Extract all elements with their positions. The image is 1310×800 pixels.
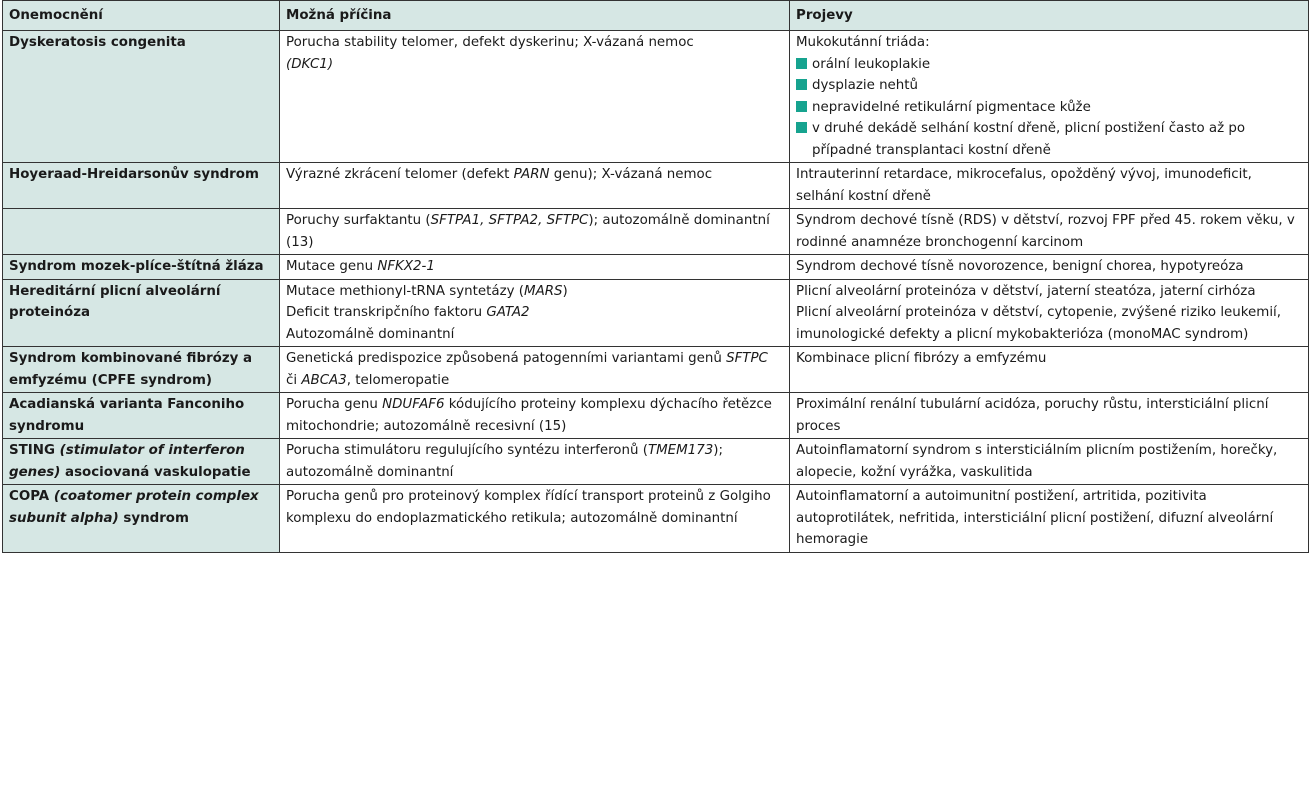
bullet-text: nepravidelné retikulární pigmentace kůže xyxy=(812,99,1091,115)
text-segment: syndrom xyxy=(118,510,189,526)
cause-cell xyxy=(280,279,790,347)
cause-cell xyxy=(280,347,790,393)
cause-line xyxy=(286,348,783,391)
cause-cell xyxy=(280,255,790,280)
text-segment: ABCA3 xyxy=(301,372,347,388)
cause-line xyxy=(286,302,783,324)
cause-line xyxy=(286,164,783,186)
text-segment: TMEM173 xyxy=(647,443,714,458)
symptom-bullet xyxy=(796,54,1302,76)
header-disease: Onemocnění xyxy=(3,1,280,31)
cause-line xyxy=(286,32,783,54)
symptom-line: Autoinflamatorní a autoimunitní postižení, artritida, pozitivita autoprotilátek, nefritida, intersticiální plicní postižení, difuzní alveolární hemoragie xyxy=(796,489,1274,547)
bullet-text: orální leukoplakie xyxy=(812,56,931,72)
cause-cell xyxy=(280,485,790,553)
symptom-line: Kombinace plicní fibrózy a emfyzému xyxy=(796,351,1047,366)
text-segment: genu); X-vázaná nemoc xyxy=(549,167,713,182)
text-segment: ); autozomálně dominantní xyxy=(286,443,724,480)
text-segment: , telomeropatie xyxy=(346,372,450,388)
text-segment: Porucha genů pro proteinový komplex řídící transport proteinů z Golgiho komplexu do endoplazmatického retikula; autozomálně dominantní xyxy=(286,489,771,526)
disease-cell: Acadianská varianta Fanconiho syndromu xyxy=(3,393,280,439)
text-segment: Výrazné zkrácení telomer (defekt xyxy=(286,167,514,182)
symptoms-cell xyxy=(790,279,1309,347)
symptom-line: Plicní alveolární proteinóza v dětství, jaterní steatóza, jaterní cirhóza xyxy=(796,283,1256,299)
cause-line xyxy=(286,210,783,253)
symptoms-cell xyxy=(790,393,1309,439)
table-row xyxy=(3,31,1309,163)
symptoms-intro: Mukokutánní triáda: xyxy=(796,35,930,50)
text-segment: ); autozomálně dominantní (13) xyxy=(286,213,770,250)
symptom-line: Syndrom dechové tísně (RDS) v dětství, rozvoj FPF před 45. rokem věku, v rodinné anamnéze bronchogenní karcinom xyxy=(796,213,1295,250)
text-segment: (stimulator of interferon genes) xyxy=(9,443,245,480)
cause-line xyxy=(286,54,783,76)
text-segment: Poruchy surfaktantu ( xyxy=(286,213,431,228)
symptom-line: Proximální renální tubulární acidóza, poruchy růstu, intersticiální plicní proces xyxy=(796,397,1269,434)
symptoms-cell xyxy=(790,255,1309,280)
square-bullet-icon xyxy=(796,101,807,112)
text-segment: MARS xyxy=(524,283,563,299)
text-segment: ) xyxy=(562,283,568,299)
symptoms-cell xyxy=(790,439,1309,485)
table-row xyxy=(3,393,1309,439)
text-segment: PARN xyxy=(513,167,550,182)
symptoms-cell xyxy=(790,347,1309,393)
symptom-line: Syndrom dechové tísně novorozence, benigní chorea, hypotyreóza xyxy=(796,259,1244,274)
cause-line xyxy=(286,256,783,278)
disease-cell xyxy=(3,439,280,485)
cause-cell xyxy=(280,31,790,163)
bullet-text: dysplazie nehtů xyxy=(812,78,919,93)
cause-line xyxy=(286,281,783,303)
cause-line xyxy=(286,440,783,483)
disease-cell: Hoyeraad-Hreidarsonův syndrom xyxy=(3,163,280,209)
disease-cell: Syndrom kombinované fibrózy a emfyzému (CPFE syndrom) xyxy=(3,347,280,393)
text-segment: Autozomálně dominantní xyxy=(286,326,455,342)
text-segment: Porucha stability telomer, defekt dyskerinu; X-vázaná nemoc xyxy=(286,35,694,50)
symptoms-cell xyxy=(790,31,1309,163)
disease-cell: Hereditární plicní alveolární proteinóza xyxy=(3,279,280,347)
square-bullet-icon xyxy=(796,79,807,90)
cause-line xyxy=(286,486,783,529)
cause-cell xyxy=(280,393,790,439)
cause-cell xyxy=(280,439,790,485)
cause-line xyxy=(286,324,783,346)
header-symptoms: Projevy xyxy=(790,1,1309,31)
table-row xyxy=(3,347,1309,393)
text-segment: Deficit transkripčního faktoru xyxy=(286,305,487,320)
text-segment: (DKC1) xyxy=(286,56,334,72)
text-segment: asociovaná vaskulopatie xyxy=(60,464,251,480)
text-segment: NFKX2-1 xyxy=(377,259,435,274)
bullet-text: v druhé dekádě selhání kostní dřeně, plicní postižení často až po případné transplantaci kostní dřeně xyxy=(812,121,1246,158)
text-segment: či xyxy=(286,372,302,388)
symptom-line: Plicní alveolární proteinóza v dětství, cytopenie, zvýšené riziko leukemií, imunologické defekty a plicní mykobakterióza (monoMAC syndrom) xyxy=(796,305,1282,342)
symptoms-cell xyxy=(790,485,1309,553)
symptom-bullet xyxy=(796,75,1302,97)
table-row xyxy=(3,255,1309,280)
disease-cell: Syndrom mozek-plíce-štítná žláza xyxy=(3,255,280,280)
cause-line xyxy=(286,394,783,437)
text-segment: STING xyxy=(9,443,60,458)
text-segment: kódujícího proteiny komplexu dýchacího řetězce mitochondrie; autozomálně recesivní (15) xyxy=(286,397,772,434)
text-segment: Mutace genu xyxy=(286,259,378,274)
text-segment: Mutace methionyl-tRNA syntetázy ( xyxy=(286,283,525,299)
text-segment: SFTPA1, SFTPA2, SFTPC xyxy=(430,213,589,228)
symptom-line: Intrauterinní retardace, mikrocefalus, opožděný vývoj, imunodeficit, selhání kostní dřeně xyxy=(796,167,1252,204)
symptom-bullet xyxy=(796,118,1302,161)
disease-cell xyxy=(3,485,280,553)
cause-cell xyxy=(280,209,790,255)
text-segment: Porucha stimulátoru regulujícího syntézu interferonů ( xyxy=(286,443,648,458)
symptoms-cell xyxy=(790,209,1309,255)
text-segment: GATA2 xyxy=(486,305,530,320)
table-row xyxy=(3,163,1309,209)
disease-table xyxy=(2,0,1309,553)
symptom-bullet xyxy=(796,97,1302,119)
cause-cell xyxy=(280,163,790,209)
header-row xyxy=(3,1,1309,31)
square-bullet-icon xyxy=(796,122,807,133)
table-row xyxy=(3,439,1309,485)
symptoms-cell xyxy=(790,163,1309,209)
table-row xyxy=(3,485,1309,553)
text-segment: Genetická predispozice způsobená patogenními variantami genů xyxy=(286,351,727,366)
disease-cell: Dyskeratosis congenita xyxy=(3,31,280,163)
symptom-line: Autoinflamatorní syndrom s intersticiálním plicním postižením, horečky, alopecie, kožní vyrážka, vaskulitida xyxy=(796,443,1278,480)
table-row xyxy=(3,279,1309,347)
text-segment: Porucha genu xyxy=(286,397,383,412)
text-segment: COPA xyxy=(9,489,54,504)
table-row xyxy=(3,209,1309,255)
text-segment: SFTPC xyxy=(726,351,768,366)
table-body xyxy=(3,31,1309,553)
text-segment: NDUFAF6 xyxy=(382,397,445,412)
text-segment: (coatomer protein complex subunit alpha) xyxy=(9,489,259,526)
disease-cell xyxy=(3,209,280,255)
header-cause: Možná příčina xyxy=(280,1,790,31)
square-bullet-icon xyxy=(796,58,807,69)
